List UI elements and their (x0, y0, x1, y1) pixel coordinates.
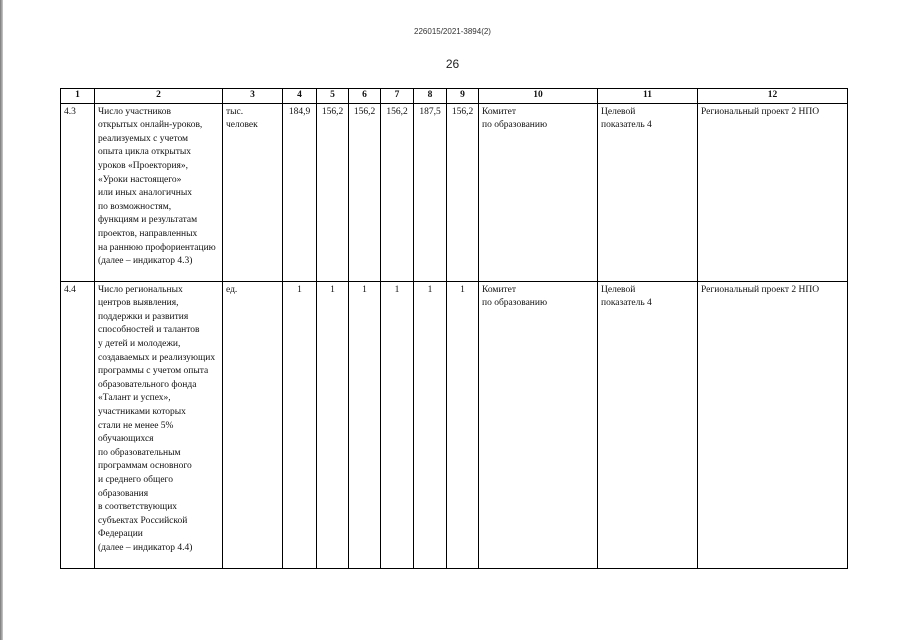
column-header: 5 (317, 89, 349, 104)
indicator-name-line: создаваемых и реализующих (98, 352, 216, 363)
indicator-name-line: по возможностям, (98, 201, 172, 212)
indicator-name-cell (95, 281, 223, 568)
executor-line: Комитет (482, 106, 517, 117)
executor-cell (479, 281, 598, 568)
indicator-name-line: участниками которых (98, 406, 186, 417)
indicator-type-line: Целевой (601, 284, 636, 295)
value-cell-9: 156,2 (447, 103, 479, 281)
unit-cell (223, 281, 283, 568)
project-cell: Региональный проект 2 НПО (698, 281, 848, 568)
table-row (61, 281, 848, 568)
indicator-name-line: центров выявления, (98, 298, 179, 309)
column-header: 10 (479, 89, 598, 104)
indicator-name-line: стали не менее 5% (98, 420, 174, 431)
column-header: 8 (414, 89, 447, 104)
indicator-name-line: «Талант и успех», (98, 393, 171, 404)
executor-cell (479, 103, 598, 281)
column-header: 11 (598, 89, 698, 104)
indicator-name-line: проектов, направленных (98, 228, 198, 239)
indicator-name-line: и среднего общего (98, 474, 173, 485)
indicator-name-line: субъектах Российской (98, 515, 188, 526)
value-cell-5: 1 (317, 281, 349, 568)
column-header: 7 (381, 89, 414, 104)
unit-line: тыс. (226, 106, 244, 117)
indicator-name-line: (далее – индикатор 4.3) (98, 256, 193, 267)
row-index: 4.3 (61, 103, 95, 281)
indicator-type-line: показатель 4 (601, 298, 652, 309)
project-cell: Региональный проект 2 НПО (698, 103, 848, 281)
indicator-type-cell (598, 281, 698, 568)
table-header-row (61, 89, 848, 104)
indicator-name-line: опыта цикла открытых (98, 147, 192, 158)
value-cell-7: 156,2 (381, 103, 414, 281)
value-cell-7: 1 (381, 281, 414, 568)
row-index: 4.4 (61, 281, 95, 568)
document-id: 226015/2021-3894(2) (414, 27, 491, 36)
column-header: 9 (447, 89, 479, 104)
value-cell-4: 184,9 (283, 103, 317, 281)
column-header: 4 (283, 89, 317, 104)
value-cell-4: 1 (283, 281, 317, 568)
column-header: 6 (349, 89, 381, 104)
indicators-table (60, 88, 848, 569)
indicator-name-line: по образовательным (98, 447, 181, 458)
column-header: 12 (698, 89, 848, 104)
indicator-name-line: Федерации (98, 529, 143, 540)
indicator-name-line: способностей и талантов (98, 325, 200, 336)
unit-cell (223, 103, 283, 281)
indicator-name-line: функциям и результатам (98, 215, 198, 226)
value-cell-6: 156,2 (349, 103, 381, 281)
table-row (61, 103, 848, 281)
executor-line: по образованию (482, 298, 548, 309)
indicator-type-line: показатель 4 (601, 120, 652, 131)
indicator-type-line: Целевой (601, 106, 636, 117)
indicator-name-line: обучающихся (98, 434, 154, 445)
page-number: 26 (445, 57, 460, 71)
indicator-type-cell (598, 103, 698, 281)
indicator-name-line: (далее – индикатор 4.4) (98, 542, 193, 553)
value-cell-9: 1 (447, 281, 479, 568)
unit-line: ед. (226, 284, 238, 295)
unit-line: человек (226, 120, 258, 131)
indicator-name-line: образовательного фонда (98, 379, 197, 390)
column-header: 3 (223, 89, 283, 104)
indicator-name-line: открытых онлайн-уроков, (98, 120, 203, 131)
value-cell-6: 1 (349, 281, 381, 568)
column-header: 1 (61, 89, 95, 104)
indicator-name-line: у детей и молодежи, (98, 338, 181, 349)
value-cell-5: 156,2 (317, 103, 349, 281)
indicator-name-line: уроков «Проектория», (98, 160, 189, 171)
executor-line: по образованию (482, 120, 548, 131)
indicator-name-line: в соответствующих (98, 502, 178, 513)
indicator-name-line: программам основного (98, 461, 192, 472)
indicator-name-line: или иных аналогичных (98, 188, 193, 199)
column-header: 2 (95, 89, 223, 104)
value-cell-8: 187,5 (414, 103, 447, 281)
indicator-name-line: Число участников (98, 106, 171, 117)
indicator-name-line: поддержки и развития (98, 311, 189, 322)
indicator-name-line: Число региональных (98, 284, 183, 295)
indicator-name-cell (95, 103, 223, 281)
scan-edge-shadow (0, 0, 3, 640)
indicator-name-line: на раннюю профориентацию (98, 242, 216, 253)
indicator-name-line: «Уроки настоящего» (98, 174, 182, 185)
value-cell-8: 1 (414, 281, 447, 568)
executor-line: Комитет (482, 284, 517, 295)
indicator-name-line: программы с учетом опыта (98, 366, 209, 377)
indicator-name-line: образования (98, 488, 149, 499)
indicator-name-line: реализуемых с учетом (98, 133, 189, 144)
